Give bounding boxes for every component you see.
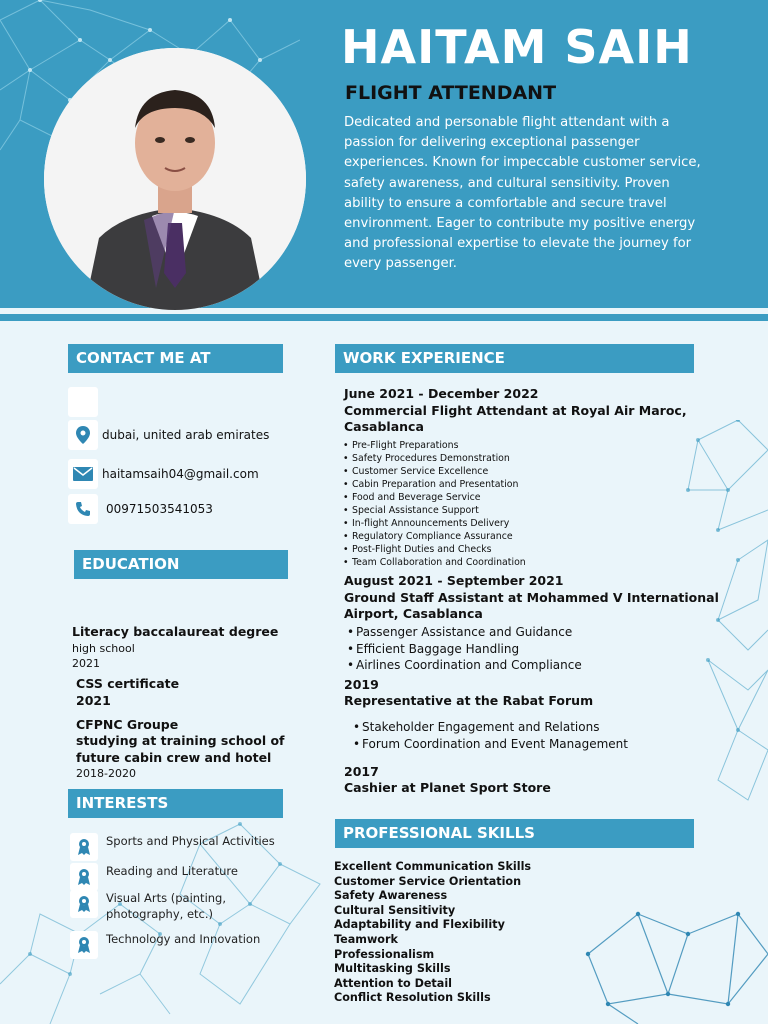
skill-item: Conflict Resolution Skills [334,991,491,1004]
skill-item: Cultural Sensitivity [334,904,456,917]
header-divider-stripe [0,314,768,321]
job-bullet: • In-flight Announcements Delivery [352,517,526,530]
award-ribbon-icon [70,863,98,891]
job-1-bullets [352,439,526,569]
job-1-role: Commercial Flight Attendant at Royal Air Maroc, [344,403,687,418]
phone-icon [68,494,98,524]
award-ribbon-icon [70,890,98,918]
job-bullet: • Customer Service Excellence [352,465,526,478]
skill-item: Attention to Detail [334,977,453,990]
education-1-degree: Literacy baccalaureat degree [72,624,279,639]
job-bullet: • Cabin Preparation and Presentation [352,478,526,491]
education-1-school: high school [72,642,135,655]
interest-text: Visual Arts (painting, photography, etc.) [106,891,227,921]
job-bullet: • Post-Flight Duties and Checks [352,543,526,556]
job-1-role-cont: Casablanca [344,419,424,434]
job-4-dates: 2017 [344,764,379,779]
job-2-role: Ground Staff Assistant at Mohammed V International [344,590,719,605]
job-2-role-cont: Airport, Casablanca [344,606,483,621]
job-2-bullets [356,624,582,674]
interest-text: Sports and Physical Activities [106,834,275,848]
job-3-bullets [362,719,628,752]
job-bullet: • Efficient Baggage Handling [356,641,582,658]
job-bullet: • Airlines Coordination and Compliance [356,657,582,674]
award-ribbon-icon [70,833,98,861]
education-3-years: 2018-2020 [76,767,136,780]
skill-item: Teamwork [334,933,398,946]
job-bullet: • Pre-Flight Preparations [352,439,526,452]
email-text[interactable]: haitamsaih04@gmail.com [102,467,259,481]
contact-blank-icon [68,387,98,417]
job-3-dates: 2019 [344,677,379,692]
job-4-role: Cashier at Planet Sport Store [344,780,551,795]
education-2-degree: CSS certificate [76,676,180,691]
education-3-line2: studying at training school of [76,733,285,748]
interest-text: Reading and Literature [106,864,238,878]
interest-item [70,931,286,959]
mail-icon [68,459,98,489]
interest-item [70,833,286,861]
job-bullet: • Passenger Assistance and Guidance [356,624,582,641]
job-bullet: • Special Assistance Support [352,504,526,517]
interest-item [70,863,286,891]
person-portrait-icon [44,48,306,310]
job-title: FLIGHT ATTENDANT [345,82,557,104]
contact-phone[interactable] [68,494,213,524]
job-bullet: • Safety Procedures Demonstration [352,452,526,465]
award-ribbon-icon [70,931,98,959]
job-2-dates: August 2021 - September 2021 [344,573,564,588]
education-3-line3: future cabin crew and hotel [76,750,272,765]
interests-heading: INTERESTS [68,789,283,818]
location-text: dubai, united arab emirates [102,428,270,442]
contact-location [68,420,269,450]
interest-item [70,890,256,922]
skills-heading: PROFESSIONAL SKILLS [335,819,694,848]
education-3-school: CFPNC Groupe [76,717,179,732]
skill-item: Excellent Communication Skills [334,860,532,873]
job-bullet: • Regulatory Compliance Assurance [352,530,526,543]
skill-item: Adaptability and Flexibility [334,918,505,931]
education-1-year: 2021 [72,657,100,670]
skill-item: Professionalism [334,948,435,961]
network-decoration-right [628,420,768,840]
interest-text: Technology and Innovation [106,932,261,946]
profile-summary: Dedicated and personable flight attendant with a passion for delivering exceptional passenger experiences. Known for impeccable customer service, safety awareness, and cultural sensitivity. Proven ability to ensure a comfortable and secure travel environment. Eager to contribute my positive energy and professional expertise to elevate the journey for every passenger. [344,115,701,272]
candidate-name: HAITAM SAIH [341,20,693,74]
contact-email[interactable] [68,459,259,489]
job-3-role: Representative at the Rabat Forum [344,693,594,708]
network-decoration-bottom-right [568,894,768,1024]
phone-text[interactable]: 00971503541053 [106,502,213,516]
education-heading: EDUCATION [74,550,288,579]
skill-item: Customer Service Orientation [334,875,522,888]
job-bullet: • Food and Beverage Service [352,491,526,504]
education-2-year: 2021 [76,693,111,708]
job-bullet: • Stakeholder Engagement and Relations [362,719,628,736]
job-bullet: • Forum Coordination and Event Management [362,736,628,753]
location-pin-icon [68,420,98,450]
work-heading: WORK EXPERIENCE [335,344,694,373]
skill-item: Multitasking Skills [334,962,451,975]
skill-item: Safety Awareness [334,889,448,902]
profile-photo [44,48,306,310]
contact-heading: CONTACT ME AT [68,344,283,373]
job-bullet: • Team Collaboration and Coordination [352,556,526,569]
job-1-dates: June 2021 - December 2022 [344,386,539,401]
